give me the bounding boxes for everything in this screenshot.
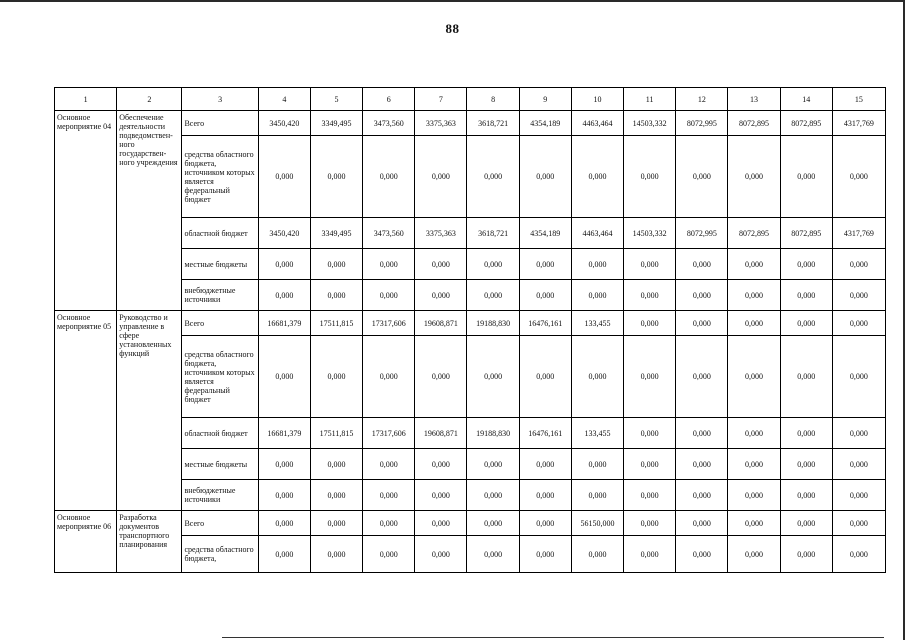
value-cell: 0,000	[832, 536, 885, 573]
value-cell: 0,000	[832, 136, 885, 218]
event-name-cell: Основное мероприятие 05	[55, 311, 117, 511]
value-cell: 3618,721	[467, 218, 519, 249]
value-cell: 0,000	[832, 249, 885, 280]
value-cell: 19608,871	[415, 418, 467, 449]
value-cell: 0,000	[676, 280, 728, 311]
event-name-cell: Основное мероприятие 04	[55, 111, 117, 311]
value-cell: 4354,189	[519, 111, 571, 136]
event-description-cell: Разработка документов транспортного планирования	[117, 511, 182, 573]
value-cell: 0,000	[363, 280, 415, 311]
table-body	[55, 88, 886, 573]
funding-source-cell: средства областного бюджета,	[182, 536, 258, 573]
value-cell: 0,000	[832, 418, 885, 449]
value-cell: 0,000	[363, 449, 415, 480]
value-cell: 0,000	[571, 280, 623, 311]
column-header: 15	[832, 88, 885, 111]
value-cell: 0,000	[363, 511, 415, 536]
value-cell: 0,000	[258, 449, 310, 480]
value-cell: 0,000	[363, 536, 415, 573]
value-cell: 0,000	[728, 536, 780, 573]
column-header: 3	[182, 88, 258, 111]
value-cell: 0,000	[415, 480, 467, 511]
value-cell: 16681,379	[258, 418, 310, 449]
scan-top-edge	[0, 0, 905, 2]
value-cell: 0,000	[624, 536, 676, 573]
value-cell: 0,000	[571, 536, 623, 573]
value-cell: 0,000	[728, 480, 780, 511]
funding-source-cell: областной бюджет	[182, 218, 258, 249]
funding-source-cell: Всего	[182, 111, 258, 136]
value-cell: 0,000	[728, 449, 780, 480]
value-cell: 8072,895	[728, 111, 780, 136]
value-cell: 0,000	[780, 280, 832, 311]
value-cell: 0,000	[832, 449, 885, 480]
value-cell: 0,000	[676, 511, 728, 536]
value-cell: 0,000	[415, 136, 467, 218]
value-cell: 0,000	[832, 511, 885, 536]
value-cell: 0,000	[624, 418, 676, 449]
value-cell: 0,000	[519, 336, 571, 418]
table-row	[55, 111, 886, 136]
value-cell: 0,000	[676, 136, 728, 218]
value-cell: 0,000	[728, 418, 780, 449]
column-header: 5	[310, 88, 362, 111]
funding-source-cell: внебюджетные источники	[182, 280, 258, 311]
value-cell: 0,000	[310, 336, 362, 418]
value-cell: 0,000	[467, 249, 519, 280]
value-cell: 0,000	[415, 536, 467, 573]
value-cell: 0,000	[310, 136, 362, 218]
column-header: 1	[55, 88, 117, 111]
value-cell: 0,000	[519, 480, 571, 511]
value-cell: 0,000	[676, 311, 728, 336]
value-cell: 0,000	[728, 511, 780, 536]
value-cell: 8072,895	[780, 111, 832, 136]
value-cell: 0,000	[519, 136, 571, 218]
value-cell: 0,000	[467, 336, 519, 418]
value-cell: 17511,815	[310, 311, 362, 336]
table-row	[55, 311, 886, 336]
value-cell: 8072,895	[728, 218, 780, 249]
value-cell: 0,000	[258, 336, 310, 418]
funding-source-cell: областной бюджет	[182, 418, 258, 449]
value-cell: 14503,332	[624, 218, 676, 249]
value-cell: 0,000	[624, 336, 676, 418]
value-cell: 0,000	[571, 449, 623, 480]
column-number-row	[55, 88, 886, 111]
value-cell: 3450,420	[258, 218, 310, 249]
value-cell: 0,000	[467, 511, 519, 536]
value-cell: 0,000	[571, 336, 623, 418]
value-cell: 0,000	[519, 249, 571, 280]
value-cell: 0,000	[467, 280, 519, 311]
value-cell: 0,000	[467, 480, 519, 511]
value-cell: 4354,189	[519, 218, 571, 249]
value-cell: 3618,721	[467, 111, 519, 136]
value-cell: 0,000	[310, 480, 362, 511]
value-cell: 14503,332	[624, 111, 676, 136]
value-cell: 4317,769	[832, 218, 885, 249]
value-cell: 0,000	[624, 136, 676, 218]
value-cell: 0,000	[467, 449, 519, 480]
column-header: 11	[624, 88, 676, 111]
value-cell: 0,000	[363, 480, 415, 511]
value-cell: 3473,560	[363, 111, 415, 136]
value-cell: 4463,464	[571, 218, 623, 249]
value-cell: 0,000	[415, 280, 467, 311]
event-name-cell: Основное мероприятие 06	[55, 511, 117, 573]
value-cell: 56150,000	[571, 511, 623, 536]
value-cell: 0,000	[467, 536, 519, 573]
value-cell: 17317,606	[363, 311, 415, 336]
value-cell: 0,000	[363, 249, 415, 280]
value-cell: 3473,560	[363, 218, 415, 249]
funding-source-cell: местные бюджеты	[182, 249, 258, 280]
value-cell: 0,000	[780, 336, 832, 418]
value-cell: 3349,495	[310, 111, 362, 136]
value-cell: 0,000	[415, 511, 467, 536]
bottom-rule	[222, 637, 884, 638]
value-cell: 17317,606	[363, 418, 415, 449]
value-cell: 0,000	[624, 311, 676, 336]
value-cell: 0,000	[415, 449, 467, 480]
column-header: 8	[467, 88, 519, 111]
event-description-cell: Руководство и управление в сфере установленных функций	[117, 311, 182, 511]
value-cell: 8072,995	[676, 218, 728, 249]
value-cell: 0,000	[780, 480, 832, 511]
value-cell: 0,000	[728, 336, 780, 418]
value-cell: 3450,420	[258, 111, 310, 136]
value-cell: 0,000	[676, 449, 728, 480]
value-cell: 0,000	[363, 136, 415, 218]
column-header: 4	[258, 88, 310, 111]
value-cell: 0,000	[780, 449, 832, 480]
value-cell: 3375,363	[415, 111, 467, 136]
column-header: 10	[571, 88, 623, 111]
value-cell: 0,000	[310, 536, 362, 573]
value-cell: 0,000	[258, 511, 310, 536]
value-cell: 16476,161	[519, 418, 571, 449]
value-cell: 0,000	[258, 480, 310, 511]
value-cell: 0,000	[519, 536, 571, 573]
page-number: 88	[445, 21, 460, 36]
column-header: 2	[117, 88, 182, 111]
value-cell: 0,000	[728, 249, 780, 280]
value-cell: 0,000	[780, 249, 832, 280]
value-cell: 0,000	[571, 136, 623, 218]
value-cell: 0,000	[832, 311, 885, 336]
value-cell: 3349,495	[310, 218, 362, 249]
value-cell: 0,000	[310, 249, 362, 280]
value-cell: 0,000	[676, 480, 728, 511]
column-header: 14	[780, 88, 832, 111]
column-header: 12	[676, 88, 728, 111]
value-cell: 19608,871	[415, 311, 467, 336]
value-cell: 0,000	[415, 249, 467, 280]
funding-source-cell: средства областного бюджета, источником которых является федеральный бюджет	[182, 136, 258, 218]
value-cell: 0,000	[519, 449, 571, 480]
column-header: 7	[415, 88, 467, 111]
value-cell: 17511,815	[310, 418, 362, 449]
value-cell: 0,000	[728, 311, 780, 336]
value-cell: 16681,379	[258, 311, 310, 336]
value-cell: 133,455	[571, 311, 623, 336]
value-cell: 0,000	[310, 280, 362, 311]
value-cell: 0,000	[624, 511, 676, 536]
value-cell: 0,000	[519, 511, 571, 536]
funding-source-cell: Всего	[182, 511, 258, 536]
value-cell: 16476,161	[519, 311, 571, 336]
value-cell: 0,000	[415, 336, 467, 418]
value-cell: 133,455	[571, 418, 623, 449]
funding-source-cell: Всего	[182, 311, 258, 336]
value-cell: 4463,464	[571, 111, 623, 136]
value-cell: 19188,830	[467, 418, 519, 449]
value-cell: 0,000	[780, 536, 832, 573]
value-cell: 0,000	[571, 480, 623, 511]
value-cell: 0,000	[676, 418, 728, 449]
value-cell: 0,000	[624, 280, 676, 311]
value-cell: 0,000	[780, 136, 832, 218]
value-cell: 0,000	[363, 336, 415, 418]
value-cell: 0,000	[624, 249, 676, 280]
value-cell: 0,000	[780, 311, 832, 336]
value-cell: 0,000	[467, 136, 519, 218]
value-cell: 0,000	[624, 480, 676, 511]
column-header: 6	[363, 88, 415, 111]
value-cell: 3375,363	[415, 218, 467, 249]
value-cell: 0,000	[258, 536, 310, 573]
event-description-cell: Обеспечение деятельности подведомствен-ного государствен-ного учреждения	[117, 111, 182, 311]
value-cell: 0,000	[624, 449, 676, 480]
budget-table	[54, 87, 886, 573]
value-cell: 0,000	[676, 336, 728, 418]
value-cell: 4317,769	[832, 111, 885, 136]
funding-source-cell: внебюджетные источники	[182, 480, 258, 511]
funding-source-cell: средства областного бюджета, источником которых является федеральный бюджет	[182, 336, 258, 418]
value-cell: 0,000	[676, 536, 728, 573]
funding-source-cell: местные бюджеты	[182, 449, 258, 480]
value-cell: 0,000	[728, 136, 780, 218]
value-cell: 8072,995	[676, 111, 728, 136]
column-header: 9	[519, 88, 571, 111]
column-header: 13	[728, 88, 780, 111]
value-cell: 0,000	[258, 280, 310, 311]
value-cell: 0,000	[258, 249, 310, 280]
value-cell: 0,000	[780, 511, 832, 536]
value-cell: 8072,895	[780, 218, 832, 249]
value-cell: 19188,830	[467, 311, 519, 336]
value-cell: 0,000	[310, 511, 362, 536]
table-row	[55, 511, 886, 536]
value-cell: 0,000	[832, 280, 885, 311]
value-cell: 0,000	[832, 336, 885, 418]
value-cell: 0,000	[780, 418, 832, 449]
value-cell: 0,000	[519, 280, 571, 311]
value-cell: 0,000	[571, 249, 623, 280]
value-cell: 0,000	[310, 449, 362, 480]
value-cell: 0,000	[258, 136, 310, 218]
value-cell: 0,000	[728, 280, 780, 311]
value-cell: 0,000	[832, 480, 885, 511]
value-cell: 0,000	[676, 249, 728, 280]
